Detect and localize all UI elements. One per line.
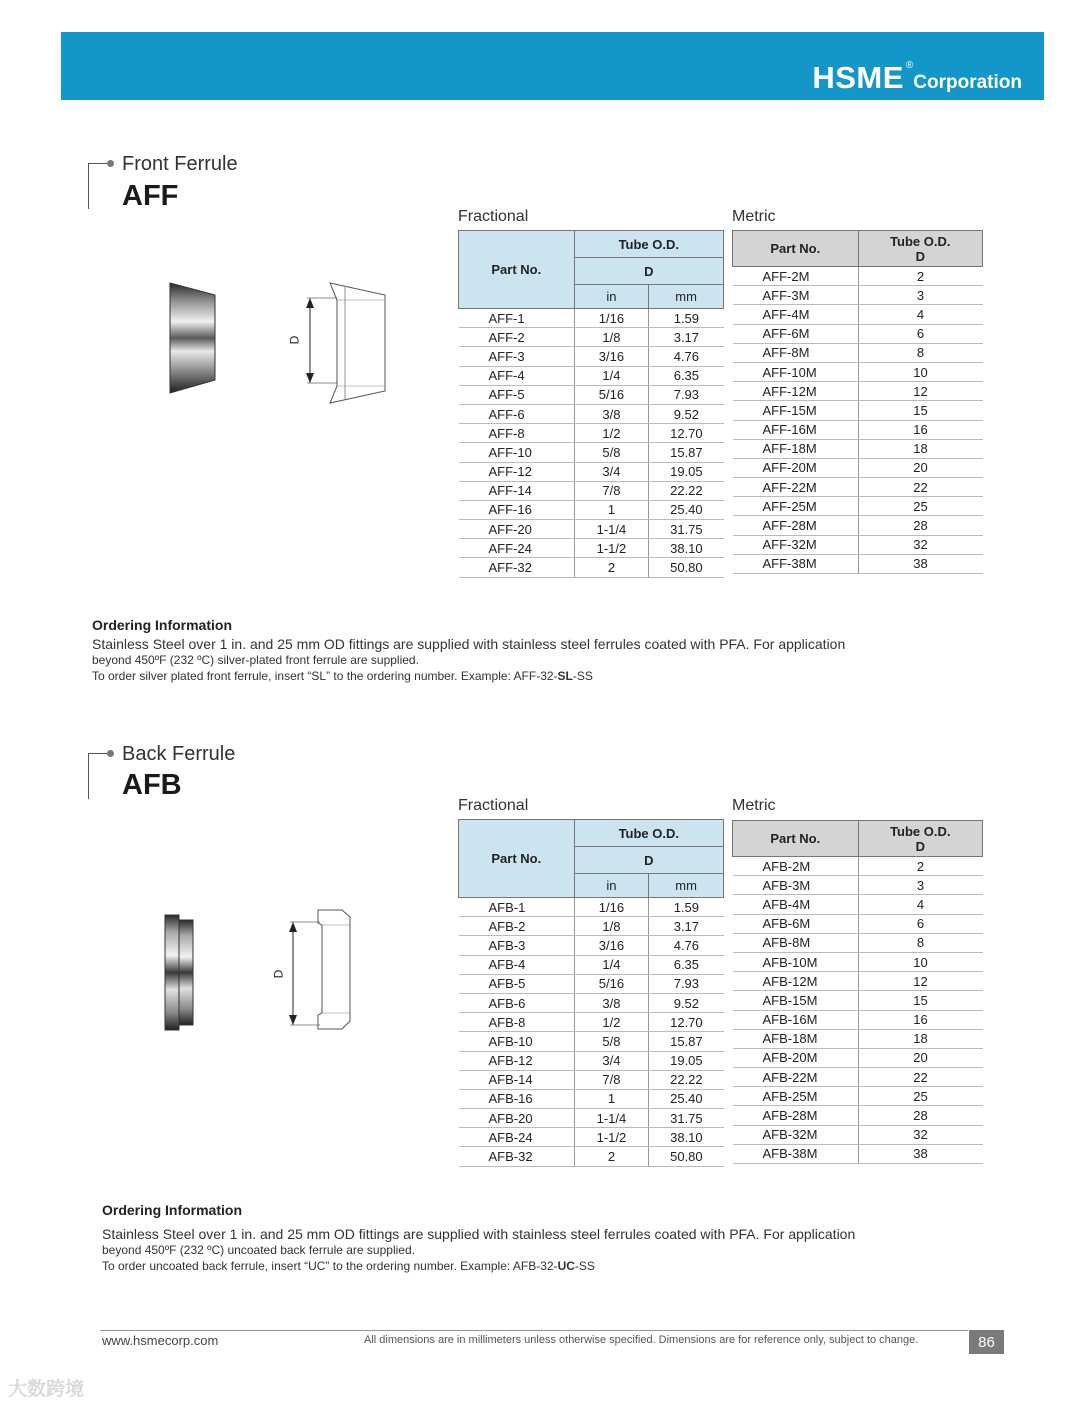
table-row [459, 347, 724, 366]
table-row [459, 309, 724, 328]
col-header-part-no: Part No. [733, 821, 859, 857]
part-number-cell: AFB-15M [733, 991, 859, 1010]
inch-cell: 1-1/2 [574, 539, 649, 558]
tube-od-cell: 12 [858, 382, 982, 401]
part-number-cell: AFF-10M [733, 362, 859, 381]
fractional-caption: Fractional [458, 797, 529, 814]
mm-cell: 31.75 [649, 1109, 724, 1128]
table-row [733, 305, 983, 324]
col-header-part-no: Part No. [459, 820, 575, 898]
inch-cell: 1-1/4 [574, 1109, 649, 1128]
part-number-cell: AFF-6M [733, 324, 859, 343]
part-number-cell: AFF-16 [459, 500, 575, 519]
mm-cell: 9.52 [649, 404, 724, 423]
col-header-mm: mm [649, 285, 724, 309]
table-row [733, 991, 983, 1010]
tube-od-cell: 16 [858, 1010, 982, 1029]
table-row [459, 1147, 724, 1166]
footer-url-link[interactable]: www.hsmecorp.com [102, 1333, 219, 1348]
table-row [459, 1051, 724, 1070]
part-number-cell: AFB-16M [733, 1010, 859, 1029]
table-row [733, 420, 983, 439]
tube-od-cell: 4 [858, 895, 982, 914]
table-row [459, 1089, 724, 1108]
table-row [733, 497, 983, 516]
tube-od-cell: 10 [858, 952, 982, 971]
tube-od-cell: 18 [858, 439, 982, 458]
table-row [733, 343, 983, 362]
table-row [459, 917, 724, 936]
table-row [459, 539, 724, 558]
section-bullet [107, 750, 114, 757]
aff-fractional-table [458, 230, 724, 578]
tube-od-cell: 2 [858, 267, 982, 286]
mm-cell: 7.93 [649, 385, 724, 404]
mm-cell: 6.35 [649, 955, 724, 974]
mm-cell: 15.87 [649, 443, 724, 462]
tube-od-cell: 28 [858, 516, 982, 535]
fractional-caption: Fractional [458, 208, 529, 225]
mm-cell: 1.59 [649, 309, 724, 328]
brand-logo [812, 60, 1022, 96]
diameter-label: D [271, 969, 286, 979]
tube-od-cell: 18 [858, 1029, 982, 1048]
table-row [733, 535, 983, 554]
part-number-cell: AFF-32M [733, 535, 859, 554]
table-row [733, 267, 983, 286]
tube-od-cell: 20 [858, 458, 982, 477]
ordering-info-title: Ordering Information [102, 1202, 242, 1218]
ordering-line-2: beyond 450ºF (232 ºC) uncoated back ferrule are supplied. [102, 1243, 415, 1257]
inch-cell: 3/4 [574, 1051, 649, 1070]
tube-od-cell: 6 [858, 324, 982, 343]
table-row [459, 955, 724, 974]
footer-disclaimer: All dimensions are in millimeters unless otherwise specified. Dimensions are for reference only, subject to change. [364, 1334, 919, 1346]
mm-cell: 25.40 [649, 500, 724, 519]
mm-cell: 31.75 [649, 520, 724, 539]
d-label: D [915, 838, 925, 854]
part-number-cell: AFF-14 [459, 481, 575, 500]
part-number-cell: AFB-3 [459, 936, 575, 955]
part-number-cell: AFF-12M [733, 382, 859, 401]
ordering-suffix: -SS [574, 1259, 595, 1273]
ordering-line-3: To order silver plated front ferrule, insert “SL” to the ordering number. Example: AFF-32- [92, 669, 558, 683]
diameter-label: D [287, 335, 302, 345]
inch-cell: 3/8 [574, 993, 649, 1012]
inch-cell: 5/8 [574, 1032, 649, 1051]
part-number-cell: AFF-2 [459, 328, 575, 347]
table-row [733, 324, 983, 343]
inch-cell: 5/8 [574, 443, 649, 462]
table-row [459, 481, 724, 500]
back-ferrule-diagram [280, 905, 360, 1035]
table-row [459, 424, 724, 443]
tube-od-cell: 20 [858, 1048, 982, 1067]
mm-cell: 50.80 [649, 558, 724, 577]
part-number-cell: AFF-4M [733, 305, 859, 324]
part-number-cell: AFB-16 [459, 1089, 575, 1108]
part-number-cell: AFB-10 [459, 1032, 575, 1051]
mm-cell: 22.22 [649, 1070, 724, 1089]
tube-od-cell: 8 [858, 343, 982, 362]
part-number-cell: AFB-1 [459, 898, 575, 917]
mm-cell: 4.76 [649, 347, 724, 366]
part-number-cell: AFB-25M [733, 1087, 859, 1106]
tube-od-cell: 12 [858, 972, 982, 991]
part-number-cell: AFF-16M [733, 420, 859, 439]
tube-od-label: Tube O.D. [890, 233, 951, 249]
part-number-cell: AFB-8 [459, 1013, 575, 1032]
part-number-cell: AFF-25M [733, 497, 859, 516]
tube-od-cell: 38 [858, 1144, 982, 1163]
footer-rule [100, 1330, 968, 1331]
part-number-cell: AFF-8 [459, 424, 575, 443]
inch-cell: 2 [574, 558, 649, 577]
inch-cell: 3/4 [574, 462, 649, 481]
part-number-cell: AFF-10 [459, 443, 575, 462]
mm-cell: 50.80 [649, 1147, 724, 1166]
header-bar [61, 32, 1044, 100]
col-header-part-no: Part No. [733, 231, 859, 267]
section-bracket [88, 163, 107, 209]
ordering-info-text [92, 636, 992, 684]
mm-cell: 19.05 [649, 1051, 724, 1070]
aff-metric-table [732, 230, 983, 574]
col-header-d: D [574, 847, 723, 874]
mm-cell: 6.35 [649, 366, 724, 385]
table-row [459, 366, 724, 385]
table-row [733, 1048, 983, 1067]
part-number-cell: AFB-6 [459, 993, 575, 1012]
inch-cell: 5/16 [574, 974, 649, 993]
part-number-cell: AFB-38M [733, 1144, 859, 1163]
brand-registered-mark: ® [905, 60, 914, 71]
metric-caption: Metric [732, 797, 776, 814]
inch-cell: 1 [574, 1089, 649, 1108]
mm-cell: 12.70 [649, 1013, 724, 1032]
tube-od-cell: 4 [858, 305, 982, 324]
inch-cell: 3/8 [574, 404, 649, 423]
part-number-cell: AFF-4 [459, 366, 575, 385]
table-row [733, 362, 983, 381]
part-number-cell: AFF-15M [733, 401, 859, 420]
ordering-code: SL [557, 669, 573, 683]
tube-od-cell: 6 [858, 914, 982, 933]
part-number-cell: AFB-6M [733, 914, 859, 933]
col-header-tube-od-d [858, 231, 982, 267]
table-row [459, 558, 724, 577]
tube-od-label: Tube O.D. [890, 823, 951, 839]
inch-cell: 1/2 [574, 1013, 649, 1032]
part-number-cell: AFB-28M [733, 1106, 859, 1125]
tube-od-cell: 2 [858, 857, 982, 876]
ordering-suffix: -SS [572, 669, 593, 683]
col-header-d: D [574, 258, 723, 285]
table-row [733, 952, 983, 971]
part-number-cell: AFF-6 [459, 404, 575, 423]
table-row [733, 1106, 983, 1125]
part-number-cell: AFB-22M [733, 1068, 859, 1087]
table-row [733, 1087, 983, 1106]
ordering-info-text [102, 1226, 1002, 1274]
part-number-cell: AFB-5 [459, 974, 575, 993]
mm-cell: 19.05 [649, 462, 724, 481]
afb-metric-table [732, 820, 983, 1164]
tube-od-cell: 25 [858, 1087, 982, 1106]
section-code: AFF [122, 180, 179, 212]
table-row [733, 914, 983, 933]
table-row [459, 385, 724, 404]
section-bullet [107, 160, 114, 167]
part-number-cell: AFB-4M [733, 895, 859, 914]
inch-cell: 1/16 [574, 898, 649, 917]
table-row [459, 898, 724, 917]
part-number-cell: AFF-32 [459, 558, 575, 577]
ordering-line-3: To order uncoated back ferrule, insert “UC” to the ordering number. Example: AFB-32- [102, 1259, 558, 1273]
mm-cell: 25.40 [649, 1089, 724, 1108]
inch-cell: 7/8 [574, 1070, 649, 1089]
tube-od-cell: 15 [858, 991, 982, 1010]
inch-cell: 3/16 [574, 936, 649, 955]
section-subtitle: Back Ferrule [122, 743, 236, 765]
tube-od-cell: 10 [858, 362, 982, 381]
ordering-line-1: Stainless Steel over 1 in. and 25 mm OD fittings are supplied with stainless steel ferrules coated with PFA. For application [92, 636, 846, 652]
table-row [459, 974, 724, 993]
mm-cell: 12.70 [649, 424, 724, 443]
inch-cell: 1/8 [574, 328, 649, 347]
table-row [459, 1109, 724, 1128]
part-number-cell: AFF-20M [733, 458, 859, 477]
tube-od-cell: 38 [858, 554, 982, 573]
table-row [733, 439, 983, 458]
col-header-tube-od-d [858, 821, 982, 857]
brand-name: HSME [812, 60, 904, 95]
col-header-tube-od: Tube O.D. [574, 820, 723, 847]
mm-cell: 1.59 [649, 898, 724, 917]
table-row [459, 520, 724, 539]
page-number: 86 [969, 1330, 1004, 1354]
metric-caption: Metric [732, 208, 776, 225]
part-number-cell: AFF-24 [459, 539, 575, 558]
table-row [459, 404, 724, 423]
mm-cell: 38.10 [649, 1128, 724, 1147]
table-row [459, 993, 724, 1012]
table-row [459, 1032, 724, 1051]
inch-cell: 1-1/2 [574, 1128, 649, 1147]
table-row [733, 478, 983, 497]
back-ferrule-photo [155, 910, 205, 1035]
table-row [459, 1013, 724, 1032]
part-number-cell: AFF-2M [733, 267, 859, 286]
table-row [733, 895, 983, 914]
tube-od-cell: 32 [858, 1125, 982, 1144]
table-row [733, 554, 983, 573]
table-row [733, 516, 983, 535]
section-code: AFB [122, 769, 182, 801]
inch-cell: 2 [574, 1147, 649, 1166]
table-row [459, 1128, 724, 1147]
tube-od-cell: 3 [858, 876, 982, 895]
table-row [733, 857, 983, 876]
table-row [459, 500, 724, 519]
part-number-cell: AFF-3M [733, 286, 859, 305]
tube-od-cell: 15 [858, 401, 982, 420]
part-number-cell: AFB-4 [459, 955, 575, 974]
brand-suffix: Corporation [913, 72, 1022, 93]
table-row [733, 1068, 983, 1087]
tube-od-cell: 22 [858, 1068, 982, 1087]
col-header-in: in [574, 285, 649, 309]
inch-cell: 5/16 [574, 385, 649, 404]
inch-cell: 1/4 [574, 955, 649, 974]
section-bracket [88, 753, 107, 799]
table-row [733, 286, 983, 305]
inch-cell: 1/16 [574, 309, 649, 328]
table-row [459, 328, 724, 347]
part-number-cell: AFB-2M [733, 857, 859, 876]
tube-od-cell: 32 [858, 535, 982, 554]
part-number-cell: AFB-20 [459, 1109, 575, 1128]
part-number-cell: AFF-8M [733, 343, 859, 362]
part-number-cell: AFB-18M [733, 1029, 859, 1048]
table-row [733, 1125, 983, 1144]
part-number-cell: AFB-10M [733, 952, 859, 971]
front-ferrule-photo [160, 275, 225, 400]
mm-cell: 3.17 [649, 917, 724, 936]
tube-od-cell: 22 [858, 478, 982, 497]
ordering-line-1: Stainless Steel over 1 in. and 25 mm OD fittings are supplied with stainless steel ferrules coated with PFA. For application [102, 1226, 856, 1242]
ordering-line-2: beyond 450ºF (232 ºC) silver-plated front ferrule are supplied. [92, 653, 419, 667]
table-row [733, 458, 983, 477]
part-number-cell: AFB-32M [733, 1125, 859, 1144]
table-row [733, 1144, 983, 1163]
inch-cell: 1/2 [574, 424, 649, 443]
part-number-cell: AFB-3M [733, 876, 859, 895]
front-ferrule-diagram [285, 278, 395, 406]
mm-cell: 7.93 [649, 974, 724, 993]
inch-cell: 1 [574, 500, 649, 519]
table-row [733, 876, 983, 895]
table-row [733, 401, 983, 420]
table-row [459, 443, 724, 462]
part-number-cell: AFF-18M [733, 439, 859, 458]
part-number-cell: AFB-32 [459, 1147, 575, 1166]
inch-cell: 3/16 [574, 347, 649, 366]
tube-od-cell: 8 [858, 933, 982, 952]
part-number-cell: AFF-12 [459, 462, 575, 481]
mm-cell: 3.17 [649, 328, 724, 347]
part-number-cell: AFB-2 [459, 917, 575, 936]
part-number-cell: AFF-3 [459, 347, 575, 366]
col-header-in: in [574, 874, 649, 898]
part-number-cell: AFB-8M [733, 933, 859, 952]
mm-cell: 22.22 [649, 481, 724, 500]
section-subtitle: Front Ferrule [122, 153, 238, 175]
part-number-cell: AFB-20M [733, 1048, 859, 1067]
ordering-info-title: Ordering Information [92, 617, 232, 633]
part-number-cell: AFB-12M [733, 972, 859, 991]
col-header-part-no: Part No. [459, 231, 575, 309]
table-row [459, 936, 724, 955]
ordering-code: UC [557, 1259, 575, 1273]
part-number-cell: AFB-12 [459, 1051, 575, 1070]
table-row [733, 972, 983, 991]
part-number-cell: AFF-1 [459, 309, 575, 328]
afb-fractional-table [458, 819, 724, 1167]
part-number-cell: AFF-5 [459, 385, 575, 404]
part-number-cell: AFB-14 [459, 1070, 575, 1089]
tube-od-cell: 3 [858, 286, 982, 305]
inch-cell: 1-1/4 [574, 520, 649, 539]
part-number-cell: AFF-38M [733, 554, 859, 573]
mm-cell: 15.87 [649, 1032, 724, 1051]
table-row [459, 462, 724, 481]
inch-cell: 1/8 [574, 917, 649, 936]
tube-od-cell: 16 [858, 420, 982, 439]
table-row [733, 1029, 983, 1048]
col-header-mm: mm [649, 874, 724, 898]
part-number-cell: AFF-20 [459, 520, 575, 539]
table-row [733, 933, 983, 952]
table-row [733, 1010, 983, 1029]
mm-cell: 4.76 [649, 936, 724, 955]
tube-od-cell: 25 [858, 497, 982, 516]
col-header-tube-od: Tube O.D. [574, 231, 723, 258]
part-number-cell: AFB-24 [459, 1128, 575, 1147]
inch-cell: 7/8 [574, 481, 649, 500]
part-number-cell: AFF-28M [733, 516, 859, 535]
mm-cell: 9.52 [649, 993, 724, 1012]
inch-cell: 1/4 [574, 366, 649, 385]
table-row [459, 1070, 724, 1089]
table-row [733, 382, 983, 401]
watermark: 大数跨境 [8, 1379, 85, 1400]
d-label: D [915, 248, 925, 264]
mm-cell: 38.10 [649, 539, 724, 558]
part-number-cell: AFF-22M [733, 478, 859, 497]
tube-od-cell: 28 [858, 1106, 982, 1125]
